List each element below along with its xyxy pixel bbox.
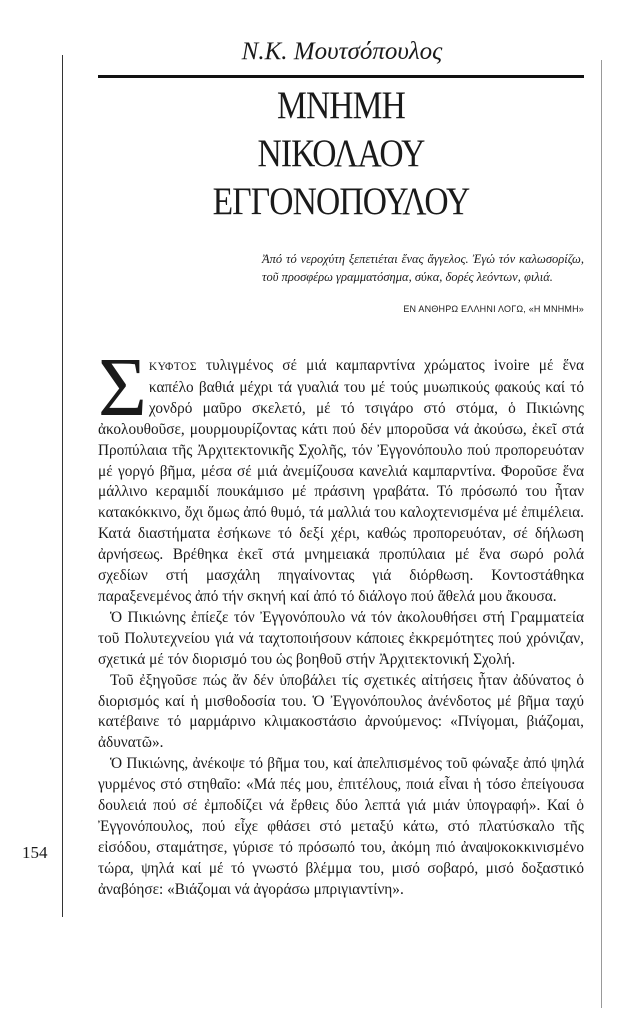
paragraph-2: Ὁ Πικιώνης ἐπίεζε τόν Ἐγγονόπουλο νά τόν ἀκολουθήσει στή Γραμματεία τοῦ Πολυτεχνείου γιά νά ταχτοποιήσουν κάποιες ἐκκρεμότητες πού χρόνιζαν, σχετικά μέ τόν διορισμό του ὡς βοηθοῦ στήν Ἀρχιτεκτονική Σχολή. — [98, 608, 584, 668]
title-line-2: ΝΙΚΟΛΑΟΥ ΕΓΓΟΝΟΠΟΥΛΟΥ — [212, 132, 470, 223]
left-margin-rule — [62, 55, 63, 917]
author-name: Ν.Κ. Μουτσόπουλος — [241, 38, 443, 65]
article-body — [98, 341, 584, 901]
header-rule — [98, 75, 584, 78]
page-number: 154 — [22, 843, 48, 862]
right-margin-rule — [601, 60, 602, 1008]
paragraph-3: Τοῦ ἐξηγοῦσε πώς ἄν δέν ὑποβάλει τίς σχετικές αἰτήσεις ἦταν ἀδύνατος ὁ διορισμός καί ἡ μισθοδοσία του. Ὁ Ἐγγονόπουλος ἀνένδοτος μέ βῆμα ταχύ κατέβαινε τό μαρμάρινο κλιμακοστάσιο ἀρνούμενος: «Πνίγομαι, βιάζομαι, ἀδυνατῶ». — [98, 671, 584, 752]
paragraph-1-text: τυλιγμένος σέ μιά καμπαρντίνα χρώματος ivoire μέ ἕνα καπέλο βαθιά μέχρι τά γυαλιά του μέ τούς μυωπικούς φακούς καί τό χονδρό μαῦρο σκελετό, μέ τό τσιγάρο στό στόμα, ὁ Πικιώνης ἀκολουθοῦσε, μουρμουρίζοντας κάτι πού δέν μποροῦσα νά ἀκούσω, ἐκεῖ στά Προπύλαια τῆς Ἀρχιτεκτονικῆς Σχολῆς, τόν Ἐγγονόπουλο πού προπορευόταν μέ γοργό βῆμα, μέσα σέ μιά ἀνεμίζουσα κανελιά καμπαρντίνα. Φοροῦσε ἕνα μάλλινο κεραμιδί πουκάμισο μέ πράσινη γραβάτα. Τό πρόσωπό του ἦταν κατακόκκινο, ὄχι ὅμως ἀπό θυμό, τά μαλλιά του καλοχτενισμένα μέ ἐπιμέλεια. Κατά διαστήματα ἐσήκωνε τό δεξί χέρι, καθώς προπορευόταν, σέ δήλωση ἀρνήσεως. Βρέθηκα ἐκεῖ στά μνημειακά προπύλαια μέ ἕνα σωρό ρολά σχεδίων στή μασχάλη πηγαίνοντας γιά διόρθωση. Κοντοστάθηκα παραξενεμένος ἀπό τήν σκηνή καί ἀπό τό διάλογο πού ἄθελά μου ἄκουσα. — [98, 357, 584, 605]
paragraph-1 — [98, 341, 584, 608]
title-line-1: ΜΝΗΜΗ — [276, 84, 406, 127]
article-title — [132, 82, 550, 226]
epigraph-source: ΕΝ ΑΝΘΗΡΩ ΕΛΛΗΝΙ ΛΟΓΩ, «Η ΜΝΗΜΗ» — [403, 304, 584, 314]
paragraph-4: Ὁ Πικιώνης, ἀνέκοψε τό βῆμα του, καί ἀπελπισμένος τοῦ φώναξε ἀπό ψηλά γυρμένος στό στηθαῖο: «Μά πές μου, ἐπιτέλους, ποιά εἶναι ἡ τόσο ἐπείγουσα δουλειά πού σέ ἐμποδίζει νά ἔρθεις δύο λεπτά γιά μιάν ὑπογραφή». Καί ὁ Ἐγγονόπουλος, πού εἶχε φθάσει στό μεταξύ κάτω, στό πλατύσκαλο τῆς εἰσόδου, σταμάτησε, γύρισε τό πρόσωπό του, ἀκόμη πιό ἀναψοκοκκινισμένο τώρα, ψηλά καί μέ τό γνωστό βλέμμα του, μισό σοβαρό, μισό δοξαστικό ἀναβόησε: «Βιάζομαι νά ἀγοράσω μπριγιαντίνη». — [98, 755, 584, 898]
drop-cap: Σ — [98, 341, 147, 434]
first-word: ΚΥΦΤΟΣ — [148, 361, 197, 373]
epigraph-text: Ἀπό τό νεροχύτη ξεπετιέται ἕνας ἄγγελος. Ἐγώ τόν καλωσορίζω, τοῦ προσφέρω γραμματόσημα, σύκα, δορές λεόντων, φιλιά. — [262, 252, 584, 284]
